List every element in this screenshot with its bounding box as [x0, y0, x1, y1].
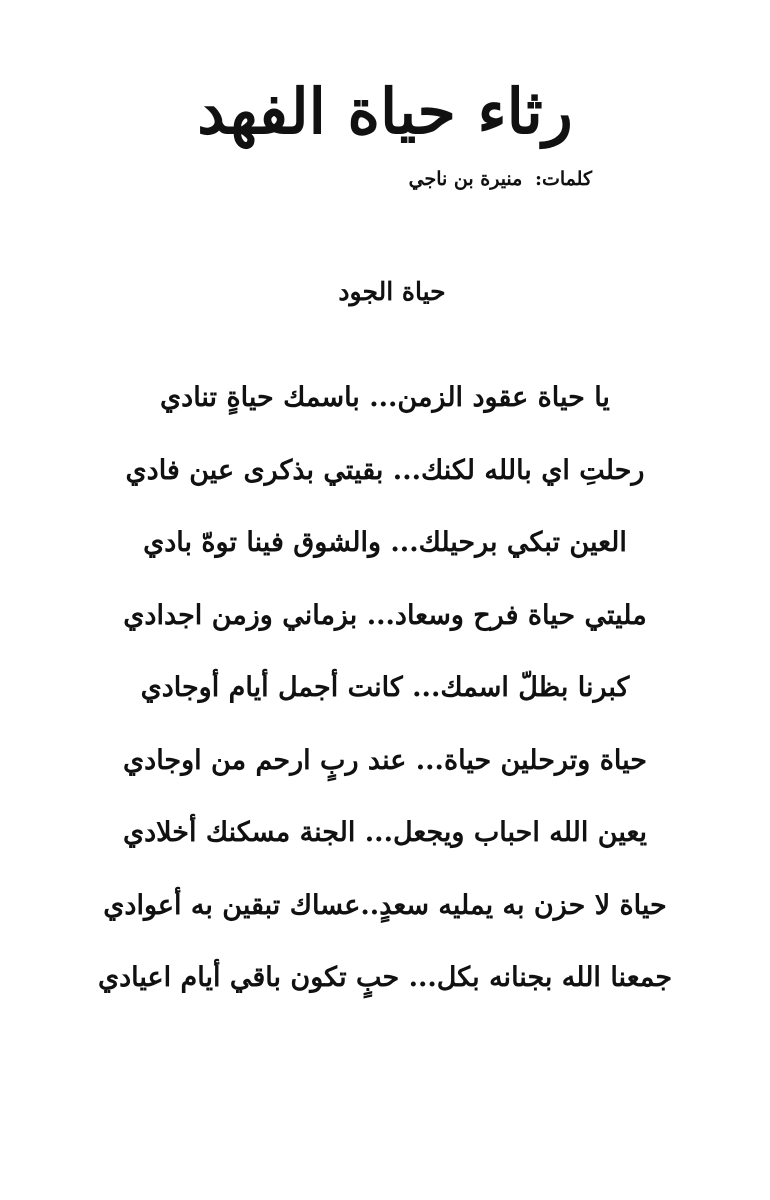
verse-line: حياة وترحلين حياة... عند ربٍ ارحم من اوجادي [123, 744, 647, 776]
verse-line: يا حياة عقود الزمن... باسمك حياةٍ تنادي [160, 382, 610, 413]
byline-label: كلمات: [534, 168, 592, 190]
verse-line: كبرنا بظلّ اسمك... كانت أجمل أيام أوجادي [140, 672, 630, 703]
verse-line: العين تبكي برحيلك... والشوق فينا توهّ بادي [143, 527, 627, 558]
byline [409, 168, 592, 191]
verse-line: مليتي حياة فرح وسعاد... بزماني وزمن اجدادي [123, 599, 647, 631]
byline-author: منيرة بن ناجي [408, 168, 523, 190]
verse-line: رحلتِ اي بالله لكنك... بقيتي بذكرى عين فادي [125, 454, 645, 486]
poem-section-title: حياة الجود [338, 277, 446, 306]
poem-verses [60, 373, 710, 1026]
verse-line: يعين الله احباب ويجعل... الجنة مسكنك أخلادي [122, 817, 648, 848]
page-title: رثاء حياة الفهد [197, 75, 573, 148]
verse-line: جمعنا الله بجنانه بكل... حبٍ تكون باقي أيام اعيادي [97, 962, 673, 993]
verse-line: حياة لا حزن به يمليه سعدٍ..عساك تبقين به أعوادي [103, 889, 667, 921]
